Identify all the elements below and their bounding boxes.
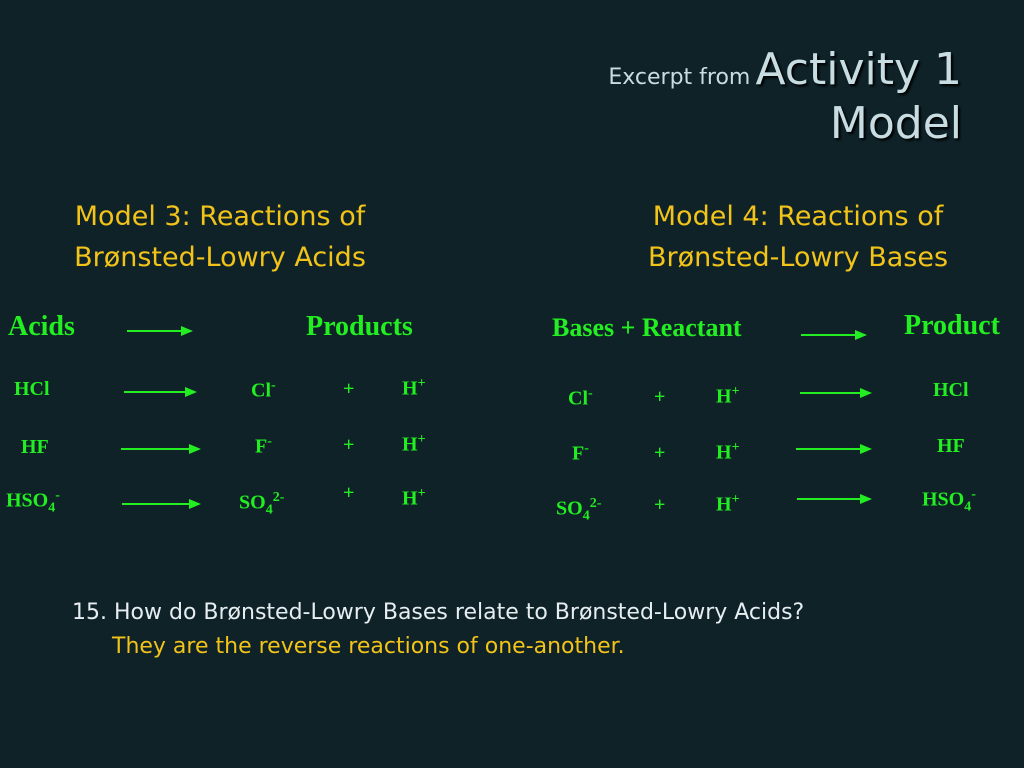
model4-row1-h: H+ <box>716 384 740 408</box>
model4-row2-h: H+ <box>716 440 740 464</box>
model4-row1-arrow <box>800 392 870 394</box>
model4-row2-plus: + <box>654 442 666 464</box>
model4-row2-product: HF <box>937 435 965 457</box>
model3-row3-base: $SO_4^{2-}$ <box>239 490 285 518</box>
model4-row3-product: $HSO_4^-$ <box>922 487 976 515</box>
slide-title <box>608 44 962 95</box>
model3-title-line2: Brønsted-Lowry Acids <box>74 242 366 273</box>
model3-row1-acid: HCl <box>14 378 50 400</box>
model3-row2-acid: HF <box>21 436 49 458</box>
model3-row2-base: F- <box>255 434 272 458</box>
model4-row3-arrow <box>797 498 870 500</box>
model3-row2-arrow <box>121 448 199 450</box>
model3-title <box>30 196 410 278</box>
model3-row1-arrow <box>124 391 195 393</box>
model4-header-bases: Bases + Reactant <box>552 313 742 342</box>
model3-header-arrow <box>127 330 191 332</box>
model3-title-line1: Model 3: Reactions of <box>74 201 366 232</box>
model3-row1-h: H+ <box>402 376 426 400</box>
model3-row3-plus: + <box>343 482 355 504</box>
model4-title-line2: Brønsted-Lowry Bases <box>647 242 949 273</box>
model3-header-products: Products <box>306 311 413 342</box>
title-line1: Activity 1 <box>755 44 962 95</box>
model4-row3-plus: + <box>654 494 666 516</box>
model4-row1-product: HCl <box>933 379 969 401</box>
model4-row2-base: F- <box>572 441 589 465</box>
model3-row3-h: H+ <box>402 486 426 510</box>
question-text: 15. How do Brønsted-Lowry Bases relate to Brønsted-Lowry Acids? <box>72 600 805 625</box>
model3-row3-arrow <box>122 503 199 505</box>
model3-header-acids: Acids <box>8 311 75 342</box>
model4-row1-base: Cl- <box>568 386 593 410</box>
model4-row2-arrow <box>796 448 870 450</box>
title-line2: Model <box>829 98 962 149</box>
model4-row1-plus: + <box>654 386 666 408</box>
excerpt-prefix: Excerpt from <box>608 65 751 90</box>
model3-row2-h: H+ <box>402 432 426 456</box>
model3-row1-base: Cl- <box>251 378 276 402</box>
answer-text: They are the reverse reactions of one-another. <box>112 634 625 659</box>
model4-title <box>608 196 988 278</box>
model3-row1-plus: + <box>343 378 355 400</box>
model4-row3-base: $SO_4^{2-}$ <box>556 496 602 524</box>
model4-header-arrow <box>801 334 865 336</box>
model4-row3-h: H+ <box>716 492 740 516</box>
question-number: 15. <box>72 600 107 625</box>
model4-header-product: Product <box>904 310 1000 341</box>
model3-row2-plus: + <box>343 434 355 456</box>
model4-title-line1: Model 4: Reactions of <box>652 201 944 232</box>
model3-row3-acid: $HSO_4^-$ <box>6 488 60 516</box>
